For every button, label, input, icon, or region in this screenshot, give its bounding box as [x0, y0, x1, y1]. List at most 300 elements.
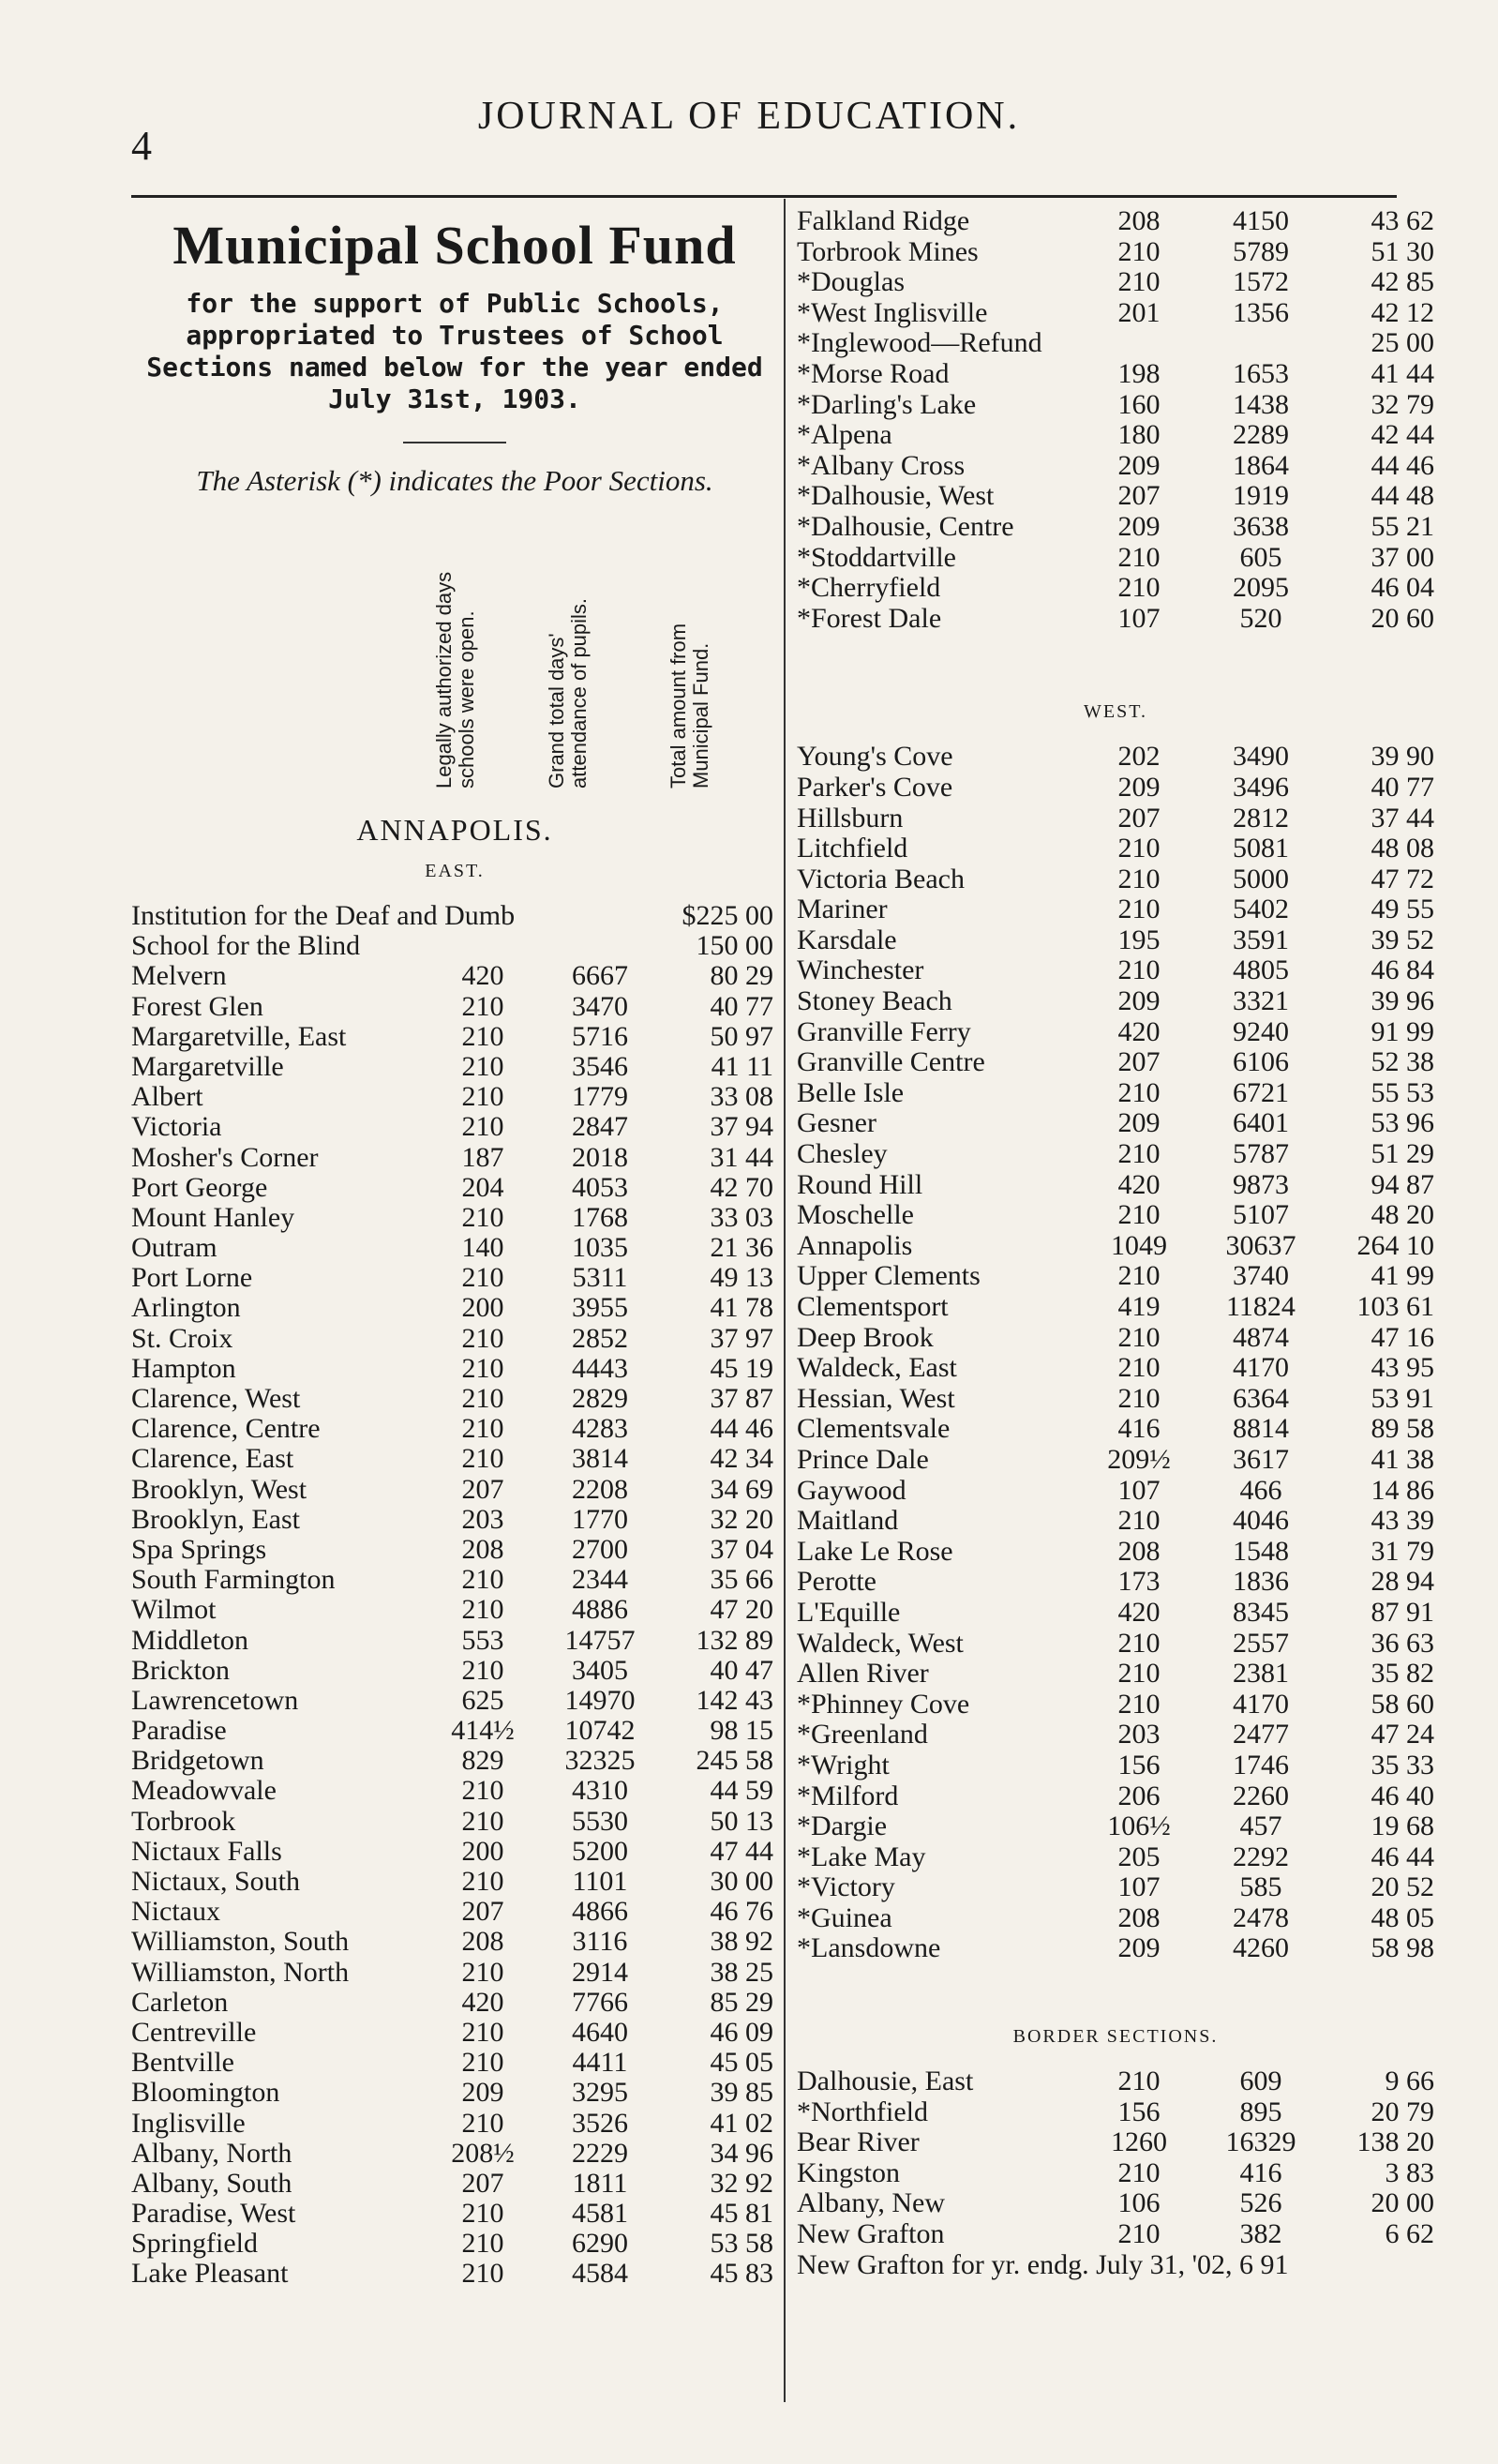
days-open: 210: [461, 1956, 504, 1988]
table-row: [131, 1112, 778, 1142]
school-name: Bridgetown: [131, 1745, 264, 1777]
days-open: 210: [461, 1352, 504, 1384]
table-row: [797, 1933, 1434, 1964]
attendance-total: 466: [1239, 1474, 1282, 1506]
fund-amount: 34 96: [710, 2137, 773, 2169]
table-row: [797, 1842, 1434, 1873]
attendance-total: 2700: [572, 1533, 628, 1565]
school-name: Parker's Cove: [797, 771, 953, 803]
attendance-total: 30637: [1225, 1229, 1296, 1261]
table-row: [797, 1047, 1434, 1078]
attendance-total: 2229: [572, 2137, 628, 2169]
school-name: *Alpena: [797, 419, 892, 451]
attendance-total: 2381: [1233, 1658, 1289, 1690]
attendance-total: 7766: [572, 1986, 628, 2018]
days-open: 210: [1117, 1260, 1161, 1292]
attendance-total: 16329: [1225, 2126, 1296, 2158]
attendance-total: 6401: [1233, 1107, 1289, 1139]
table-row: [797, 1078, 1434, 1109]
school-name: *Guinea: [797, 1901, 892, 1933]
fund-amount: 55 21: [1371, 510, 1434, 542]
days-open: 210: [461, 1201, 504, 1233]
table-row: [797, 206, 1434, 237]
days-open: 210: [1117, 572, 1161, 604]
table-row: [131, 1867, 778, 1897]
attendance-total: 2292: [1233, 1840, 1289, 1872]
days-open: 187: [461, 1141, 504, 1173]
column-divider: [784, 199, 786, 2402]
fund-amount: 46 40: [1371, 1780, 1434, 1811]
days-open: 210: [1117, 1688, 1161, 1720]
fund-amount: 103 61: [1356, 1291, 1434, 1322]
attendance-total: 605: [1239, 541, 1282, 573]
days-open: 180: [1117, 419, 1161, 451]
attendance-total: 4260: [1233, 1932, 1289, 1964]
attendance-total: 8345: [1233, 1596, 1289, 1628]
fund-amount: 31 44: [710, 1141, 773, 1173]
fund-amount: 44 46: [710, 1413, 773, 1445]
fund-amount: 25 00: [1371, 327, 1434, 359]
fund-amount: 35 33: [1371, 1749, 1434, 1780]
fund-amount: 80 29: [710, 960, 773, 992]
table-row: [131, 1716, 778, 1746]
table-row: [797, 451, 1434, 482]
days-open: 195: [1117, 924, 1161, 955]
footer-line: New Grafton for yr. endg. July 31, '02, 6 91: [797, 2248, 1289, 2280]
days-open: 210: [461, 1564, 504, 1596]
days-open: 210: [1117, 1199, 1161, 1231]
attendance-total: 1653: [1233, 357, 1289, 389]
attendance-total: 1438: [1233, 388, 1289, 420]
fund-amount: 33 08: [710, 1081, 773, 1113]
school-name: Lake Pleasant: [131, 2258, 289, 2290]
fund-amount: 38 25: [710, 1956, 773, 1988]
table-row: [131, 1656, 778, 1686]
attendance-total: 3470: [572, 990, 628, 1022]
fund-amount: 47 16: [1371, 1321, 1434, 1353]
days-open: 210: [461, 1805, 504, 1837]
days-open: 210: [461, 1383, 504, 1414]
table-row: [131, 1807, 778, 1837]
fund-amount: 44 46: [1371, 449, 1434, 481]
attendance-total: 5787: [1233, 1138, 1289, 1170]
section-heading-border: BORDER SECTIONS.: [1012, 2026, 1219, 2048]
table-row: [131, 2018, 778, 2048]
school-name: *Lake May: [797, 1840, 926, 1872]
attendance-total: 5107: [1233, 1199, 1289, 1231]
attendance-total: 457: [1239, 1810, 1282, 1842]
attendance-total: 5000: [1233, 863, 1289, 894]
table-row: [797, 1445, 1434, 1476]
table-row: [797, 2158, 1434, 2189]
days-open: 208: [461, 1926, 504, 1958]
school-name: Victoria: [131, 1111, 222, 1143]
days-open: 206: [1117, 1780, 1161, 1811]
fund-amount: 34 69: [710, 1473, 773, 1505]
days-open: 156: [1117, 1749, 1161, 1780]
attendance-total: 2095: [1233, 572, 1289, 604]
fund-amount: 39 52: [1371, 924, 1434, 955]
school-name: Margaretville, East: [131, 1020, 347, 1052]
days-open: 210: [1117, 1076, 1161, 1108]
fund-amount: 38 92: [710, 1926, 773, 1958]
school-name: Stoney Beach: [797, 985, 952, 1017]
attendance-total: 5716: [572, 1020, 628, 1052]
table-row: [131, 992, 778, 1022]
attendance-total: 585: [1239, 1871, 1282, 1903]
table-east-continued: [797, 206, 1434, 634]
table-row: [797, 1170, 1434, 1201]
table-row: [797, 481, 1434, 512]
attendance-total: 4053: [572, 1171, 628, 1203]
table-row: [797, 1323, 1434, 1354]
table-row: [797, 1903, 1434, 1934]
fund-amount: 48 20: [1371, 1199, 1434, 1231]
school-name: Maitland: [797, 1505, 899, 1537]
table-row: [131, 2259, 778, 2289]
days-open: 207: [1117, 802, 1161, 834]
table-row: [797, 573, 1434, 604]
table-row: [797, 1139, 1434, 1170]
days-open: 210: [1117, 1138, 1161, 1170]
fund-amount: 41 44: [1371, 357, 1434, 389]
fund-amount: 44 59: [710, 1775, 773, 1807]
school-name: Round Hill: [797, 1168, 923, 1200]
table-row: [131, 1988, 778, 2018]
table-row: [131, 1384, 778, 1414]
table-row: [797, 1750, 1434, 1781]
table-east: [131, 901, 778, 2290]
school-name: Melvern: [131, 960, 227, 992]
days-open: 203: [1117, 1719, 1161, 1750]
table-row: [131, 1293, 778, 1323]
table-row: [131, 1505, 778, 1535]
fund-amount: 44 48: [1371, 480, 1434, 512]
fund-amount: 46 84: [1371, 954, 1434, 986]
school-name: Prince Dale: [797, 1443, 929, 1475]
table-row: [131, 2078, 778, 2108]
days-open: 210: [461, 2047, 504, 2079]
fund-subtitle: for the support of Public Schools, appropriated to Trustees of School Sections named below for the year ended July 31st, 1903.: [146, 288, 763, 414]
page-header: [0, 94, 1498, 169]
school-name: Upper Clements: [797, 1260, 981, 1292]
table-row: [797, 1659, 1434, 1690]
school-name: *Dalhousie, Centre: [797, 510, 1014, 542]
table-row: [131, 1746, 778, 1776]
attendance-total: 4866: [572, 1896, 628, 1928]
table-row: [797, 2219, 1434, 2250]
days-open: 209: [461, 2077, 504, 2109]
days-open: 208: [1117, 1901, 1161, 1933]
table-row: [131, 1052, 778, 1082]
table-row: [797, 1414, 1434, 1445]
attendance-total: 2852: [572, 1322, 628, 1354]
school-name: Albany, South: [131, 2167, 292, 2199]
attendance-total: 1746: [1233, 1749, 1289, 1780]
school-name: Institution for the Deaf and Dumb: [131, 900, 516, 931]
days-open: 210: [461, 1020, 504, 1052]
column-header-attendance: Grand total days' attendance of pupils.: [545, 597, 591, 789]
school-name: Chesley: [797, 1138, 888, 1170]
school-name: Granville Ferry: [797, 1015, 971, 1047]
school-name: Albany, New: [797, 2187, 946, 2219]
days-open: 207: [1117, 1046, 1161, 1078]
table-row: [131, 1324, 778, 1354]
school-name: Waldeck, West: [797, 1627, 964, 1659]
table-row: [797, 1690, 1434, 1720]
days-open: 553: [461, 1624, 504, 1656]
days-open: 210: [1117, 1321, 1161, 1353]
table-row: [797, 804, 1434, 834]
fund-amount: 47 72: [1371, 863, 1434, 894]
table-row: [797, 512, 1434, 543]
table-border: [797, 2066, 1434, 2250]
days-open: 420: [461, 960, 504, 992]
table-row: [131, 1535, 778, 1565]
attendance-total: 2208: [572, 1473, 628, 1505]
school-name: Williamston, North: [131, 1956, 350, 1988]
school-name: Hampton: [131, 1352, 236, 1384]
attendance-total: 5402: [1233, 894, 1289, 925]
attendance-total: 1811: [572, 2167, 628, 2199]
table-row: [797, 773, 1434, 804]
table-row: [131, 961, 778, 991]
table-row: [797, 604, 1434, 635]
table-row: [131, 1414, 778, 1444]
fund-amount: 9 66: [1385, 2066, 1434, 2097]
school-name: School for the Blind: [131, 930, 361, 962]
attendance-total: 4170: [1233, 1688, 1289, 1720]
fund-amount: 37 00: [1371, 541, 1434, 573]
left-column: [131, 206, 778, 2290]
attendance-total: 3638: [1233, 510, 1289, 542]
days-open: 209: [1117, 510, 1161, 542]
days-open: 198: [1117, 357, 1161, 389]
days-open: 173: [1117, 1566, 1161, 1598]
school-name: *Cherryfield: [797, 572, 941, 604]
school-name: Clarence, West: [131, 1383, 301, 1414]
fund-amount: 42 70: [710, 1171, 773, 1203]
fund-amount: 43 62: [1371, 205, 1434, 236]
days-open: 209: [1117, 771, 1161, 803]
fund-amount: 42 44: [1371, 419, 1434, 451]
school-name: Falkland Ridge: [797, 205, 970, 236]
days-open: 210: [461, 990, 504, 1022]
school-name: Mariner: [797, 894, 888, 925]
school-name: Winchester: [797, 954, 924, 986]
fund-amount: 48 05: [1371, 1901, 1434, 1933]
table-row: [797, 543, 1434, 574]
fund-amount: 3 83: [1385, 2156, 1434, 2188]
fund-amount: 37 94: [710, 1111, 773, 1143]
attendance-total: 3546: [572, 1050, 628, 1082]
table-row: [131, 1233, 778, 1263]
county-heading: ANNAPOLIS.: [356, 813, 553, 847]
table-row: [797, 925, 1434, 956]
school-name: Port George: [131, 1171, 268, 1203]
days-open: 210: [1117, 833, 1161, 864]
attendance-total: 10742: [564, 1715, 636, 1747]
school-name: *West Inglisville: [797, 296, 988, 328]
attendance-total: 3496: [1233, 771, 1289, 803]
days-open: 420: [1117, 1015, 1161, 1047]
fund-amount: 41 38: [1371, 1443, 1434, 1475]
table-row: [797, 1200, 1434, 1231]
school-name: Torbrook: [131, 1805, 236, 1837]
attendance-total: 4581: [572, 2198, 628, 2230]
school-name: Paradise, West: [131, 2198, 296, 2230]
attendance-total: 2847: [572, 1111, 628, 1143]
days-open: 210: [1117, 235, 1161, 267]
attendance-total: 6364: [1233, 1382, 1289, 1414]
attendance-total: 6290: [572, 2228, 628, 2260]
school-name: *Forest Dale: [797, 602, 942, 634]
school-name: Nictaux: [131, 1896, 220, 1928]
fund-amount: 89 58: [1371, 1413, 1434, 1445]
table-row: [131, 2139, 778, 2169]
days-open: 210: [461, 1654, 504, 1686]
attendance-total: 1770: [572, 1503, 628, 1535]
table-west: [797, 742, 1434, 1964]
fund-amount: 150 00: [696, 930, 773, 962]
days-open: 210: [1117, 2156, 1161, 2188]
attendance-total: 5789: [1233, 235, 1289, 267]
attendance-total: 3116: [572, 1926, 628, 1958]
school-name: Karsdale: [797, 924, 897, 955]
days-open: 207: [461, 1896, 504, 1928]
school-name: *Darling's Lake: [797, 388, 977, 420]
table-row: [797, 2127, 1434, 2158]
fund-amount: 264 10: [1356, 1229, 1434, 1261]
fund-amount: 46 44: [1371, 1840, 1434, 1872]
school-name: South Farmington: [131, 1564, 336, 1596]
fund-amount: 45 05: [710, 2047, 773, 2079]
table-row: [797, 1537, 1434, 1568]
school-name: Bloomington: [131, 2077, 280, 2109]
fund-amount: 40 77: [710, 990, 773, 1022]
table-row: [797, 298, 1434, 329]
column-headers: [131, 517, 778, 798]
table-row: [797, 1261, 1434, 1292]
fund-amount: 94 87: [1371, 1168, 1434, 1200]
attendance-total: 5311: [572, 1262, 628, 1294]
school-name: Bentville: [131, 2047, 234, 2079]
days-open: 210: [1117, 2066, 1161, 2097]
fund-amount: 21 36: [710, 1232, 773, 1264]
days-open: 107: [1117, 1474, 1161, 1506]
school-name: Lawrencetown: [131, 1684, 299, 1716]
table-row: [797, 1353, 1434, 1384]
days-open: 210: [461, 2016, 504, 2048]
school-name: Clementsport: [797, 1291, 949, 1322]
short-rule: [403, 442, 506, 443]
attendance-total: 4283: [572, 1413, 628, 1445]
attendance-total: 3591: [1233, 924, 1289, 955]
table-row: [797, 1629, 1434, 1660]
fund-amount: 40 47: [710, 1654, 773, 1686]
days-open: 203: [461, 1503, 504, 1535]
attendance-total: 3405: [572, 1654, 628, 1686]
fund-amount: 48 08: [1371, 833, 1434, 864]
school-name: Spa Springs: [131, 1533, 267, 1565]
attendance-total: 4874: [1233, 1321, 1289, 1353]
school-name: Mount Hanley: [131, 1201, 295, 1233]
attendance-total: 4046: [1233, 1505, 1289, 1537]
table-row: [797, 1781, 1434, 1812]
days-open: 204: [461, 1171, 504, 1203]
school-name: Clarence, East: [131, 1443, 294, 1475]
fund-amount: 37 44: [1371, 802, 1434, 834]
table-row: [797, 742, 1434, 773]
fund-amount: 35 66: [710, 1564, 773, 1596]
school-name: Williamston, South: [131, 1926, 350, 1958]
fund-amount: 55 53: [1371, 1076, 1434, 1108]
days-open: 210: [1117, 1352, 1161, 1384]
days-open: 210: [1117, 1382, 1161, 1414]
school-name: *Inglewood—Refund: [797, 327, 1042, 359]
days-open: 210: [1117, 863, 1161, 894]
attendance-total: 1919: [1233, 480, 1289, 512]
days-open: 106: [1117, 2187, 1161, 2219]
table-row: [797, 834, 1434, 864]
table-row: [797, 1384, 1434, 1415]
fund-amount: 47 24: [1371, 1719, 1434, 1750]
fund-amount: 132 89: [696, 1624, 773, 1656]
attendance-total: 2289: [1233, 419, 1289, 451]
days-open: 210: [461, 2107, 504, 2139]
fund-amount: 28 94: [1371, 1566, 1434, 1598]
days-open: 210: [1117, 894, 1161, 925]
school-name: St. Croix: [131, 1322, 233, 1354]
attendance-total: 8814: [1233, 1413, 1289, 1445]
table-row: [797, 420, 1434, 451]
table-row: [797, 390, 1434, 421]
table-row: [131, 2109, 778, 2139]
days-open: 208: [461, 1533, 504, 1565]
days-open: 107: [1117, 602, 1161, 634]
school-name: Middleton: [131, 1624, 248, 1656]
school-name: L'Equille: [797, 1596, 901, 1628]
fund-amount: 46 76: [710, 1896, 773, 1928]
days-open: 210: [461, 2258, 504, 2290]
fund-amount: 41 02: [710, 2107, 773, 2139]
attendance-total: 9240: [1233, 1015, 1289, 1047]
school-name: Outram: [131, 1232, 217, 1264]
school-name: *Dalhousie, West: [797, 480, 995, 512]
attendance-total: 1836: [1233, 1566, 1289, 1598]
days-open: 210: [1117, 1505, 1161, 1537]
days-open: 210: [461, 1775, 504, 1807]
table-row: [797, 1017, 1434, 1048]
attendance-total: 2557: [1233, 1627, 1289, 1659]
table-row: [131, 1927, 778, 1957]
fund-amount: 32 79: [1371, 388, 1434, 420]
days-open: 200: [461, 1835, 504, 1867]
school-name: Clementsvale: [797, 1413, 951, 1445]
table-row: [797, 2066, 1434, 2097]
table-row: [131, 901, 778, 931]
attendance-total: 32325: [564, 1745, 636, 1777]
table-row: [797, 1506, 1434, 1537]
column-header-amount: Total amount from Municipal Fund.: [667, 623, 712, 789]
fund-amount: 46 09: [710, 2016, 773, 2048]
days-open: 201: [1117, 296, 1161, 328]
days-open: 106½: [1107, 1810, 1171, 1842]
days-open: 207: [461, 2167, 504, 2199]
school-name: Torbrook Mines: [797, 235, 979, 267]
header-rule: [131, 195, 1397, 198]
journal-title: JOURNAL OF EDUCATION.: [477, 95, 1021, 138]
